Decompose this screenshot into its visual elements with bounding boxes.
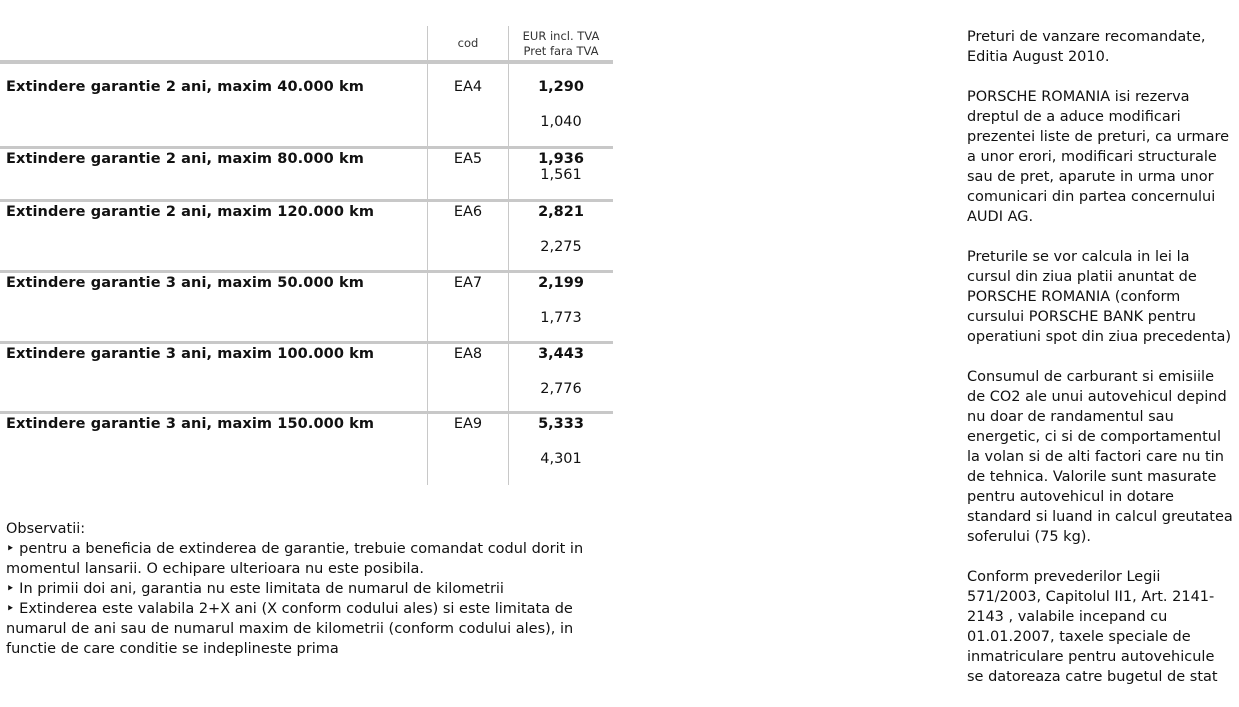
header-rule bbox=[0, 60, 613, 64]
row-price-excl: 4,301 bbox=[540, 451, 582, 467]
table-row bbox=[0, 270, 613, 341]
row-name: Extindere garantie 3 ani, maxim 50.000 km bbox=[6, 275, 364, 291]
row-separator bbox=[0, 270, 613, 273]
row-code: EA4 bbox=[453, 79, 483, 95]
row-name: Extindere garantie 2 ani, maxim 40.000 km bbox=[6, 79, 364, 95]
row-price-excl: 1,773 bbox=[540, 310, 582, 326]
row-code: EA9 bbox=[453, 416, 483, 432]
table-row bbox=[0, 341, 613, 411]
table-row bbox=[0, 199, 613, 270]
row-price-incl: 2,199 bbox=[538, 275, 584, 291]
row-separator bbox=[0, 411, 613, 414]
header-price-excl: Pret fara TVA bbox=[523, 44, 599, 58]
table-header bbox=[0, 26, 613, 60]
row-price-incl: 3,443 bbox=[538, 346, 584, 362]
table-row bbox=[0, 411, 613, 485]
row-separator bbox=[0, 341, 613, 344]
price-table bbox=[0, 26, 613, 467]
row-name: Extindere garantie 2 ani, maxim 120.000 km bbox=[6, 204, 375, 220]
row-price-excl: 2,275 bbox=[540, 239, 582, 255]
sidebar-paragraph: Conform prevederilor Legii 571/2003, Capitolul II1, Art. 2141-2143 , valabile incepand cu 01.01.2007, taxele speciale de inmatriculare pentru autovehicule se datoreaza catre bugetul de stat bbox=[967, 569, 1218, 685]
row-price-excl: 1,561 bbox=[540, 167, 582, 183]
observation-item: ‣ Extinderea este valabila 2+X ani (X conform codului ales) si este limitata de numarul de ani sau de numarul maxim de kilometrii (conform codului ales), in functie de care conditie se indeplineste prima bbox=[6, 601, 574, 657]
observation-item: ‣ pentru a beneficia de extinderea de garantie, trebuie comandat codul dorit in momentul lansarii. O echipare ulterioara nu este posibila. bbox=[6, 541, 584, 577]
row-price-incl: 5,333 bbox=[538, 416, 584, 432]
header-code: cod bbox=[457, 36, 479, 50]
observations-title: Observatii: bbox=[6, 521, 86, 537]
header-price bbox=[509, 29, 613, 59]
row-name: Extindere garantie 2 ani, maxim 80.000 km bbox=[6, 151, 364, 167]
row-name: Extindere garantie 3 ani, maxim 150.000 km bbox=[6, 416, 375, 432]
row-separator bbox=[0, 199, 613, 202]
row-price-incl: 1,936 bbox=[538, 151, 584, 167]
row-code: EA7 bbox=[453, 275, 483, 291]
sidebar-paragraph: Preturi de vanzare recomandate, Editia August 2010. bbox=[967, 29, 1206, 65]
sidebar-paragraph: PORSCHE ROMANIA isi rezerva dreptul de a aduce modificari prezentei liste de preturi, ca urmare a unor erori, modificari structurale sau de pret, aparute in urma unor comunicari din partea concernului AUDI AG. bbox=[967, 89, 1230, 225]
sidebar-paragraph: Preturile se vor calcula in lei la cursul din ziua platii anuntat de PORSCHE ROMANIA (conform cursului PORSCHE BANK pentru operatiuni spot din ziua precedenta) bbox=[967, 249, 1232, 345]
observation-item: ‣ In primii doi ani, garantia nu este limitata de numarul de kilometrii bbox=[6, 581, 504, 597]
row-code: EA5 bbox=[453, 151, 483, 167]
row-price-excl: 1,040 bbox=[540, 114, 582, 130]
sidebar-notes bbox=[967, 27, 1235, 707]
row-price-incl: 1,290 bbox=[538, 79, 584, 95]
row-code: EA6 bbox=[453, 204, 483, 220]
observations bbox=[6, 519, 606, 659]
table-row bbox=[0, 74, 613, 146]
header-price-incl: EUR incl. TVA bbox=[522, 29, 600, 43]
row-code: EA8 bbox=[453, 346, 483, 362]
row-price-incl: 2,821 bbox=[538, 204, 584, 220]
sidebar-paragraph: Consumul de carburant si emisiile de CO2 ale unui autovehicul depind nu doar de randamentul sau energetic, ci si de comportamentul la volan si de alti factori care nu tin de tehnica. Valorile sunt masurate pentru autovehicul in dotare standard si luand in calcul greutatea soferului (75 kg). bbox=[967, 369, 1233, 545]
row-separator bbox=[0, 146, 613, 149]
row-price-excl: 2,776 bbox=[540, 381, 582, 397]
row-name: Extindere garantie 3 ani, maxim 100.000 km bbox=[6, 346, 375, 362]
table-row bbox=[0, 146, 613, 199]
